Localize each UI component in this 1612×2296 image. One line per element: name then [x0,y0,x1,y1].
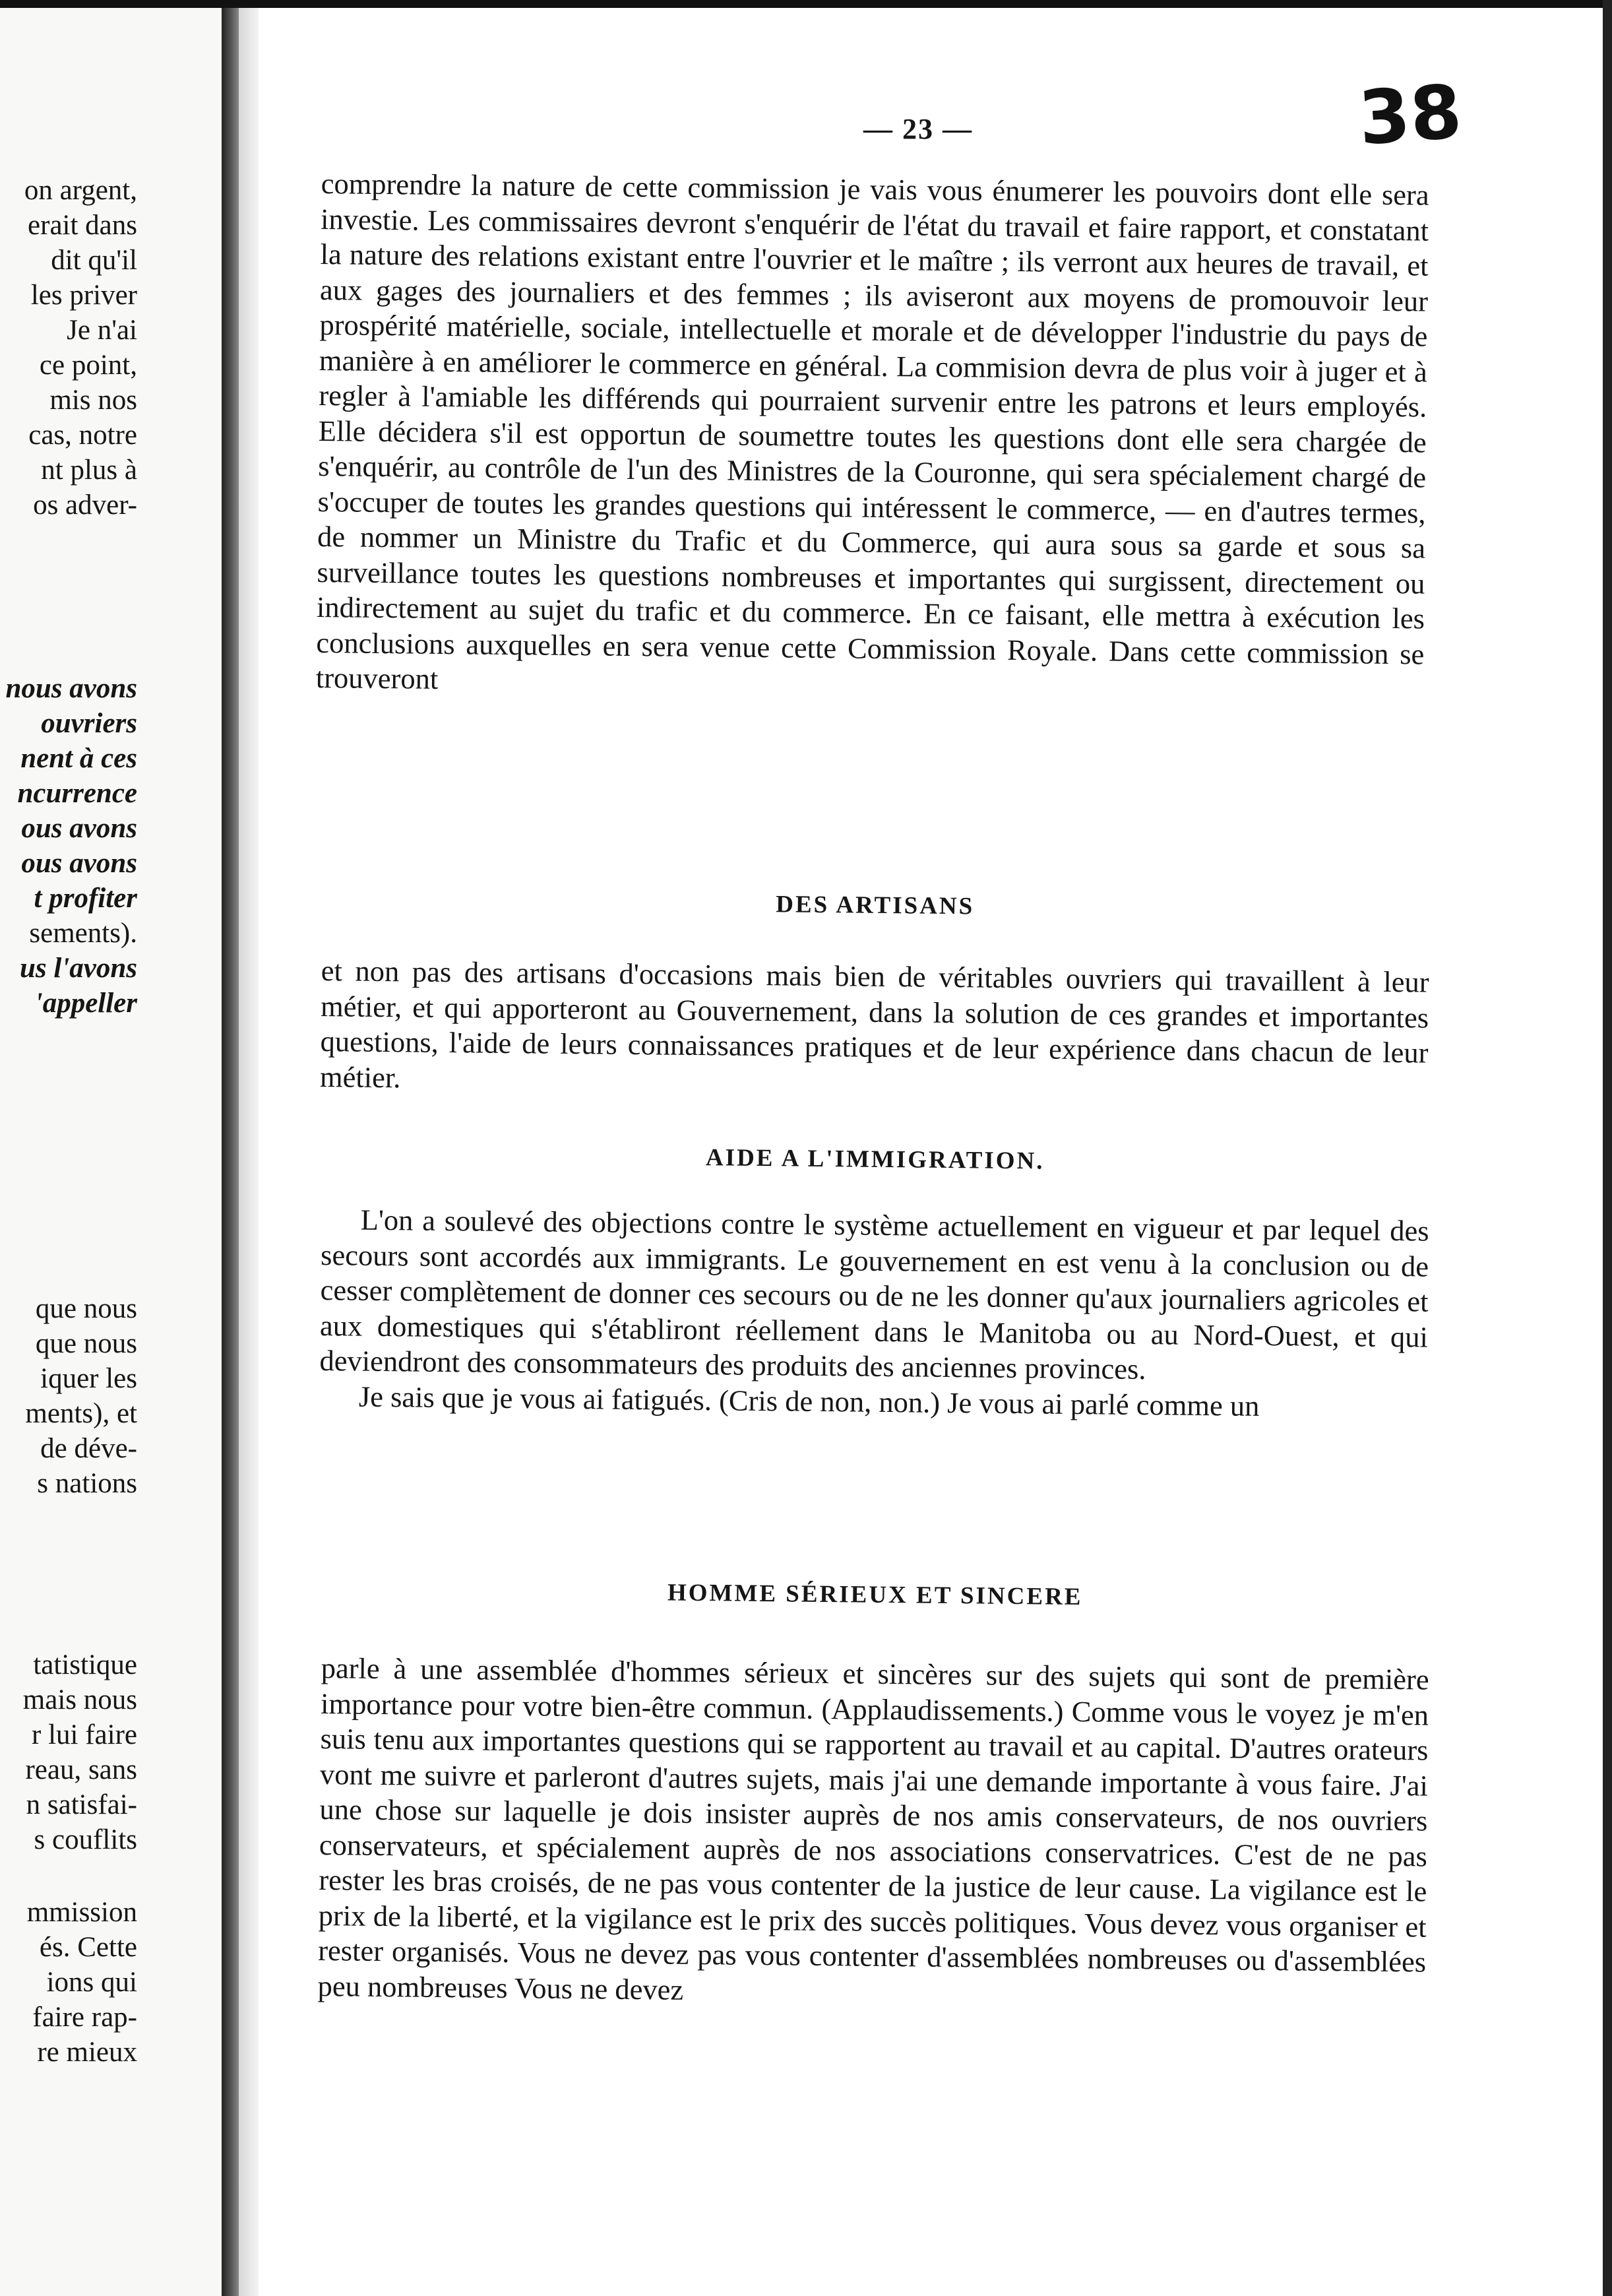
fragment-line: re mieux [37,2037,137,2068]
fragment-line: nt plus à [41,455,137,486]
fragment-line: on argent, [24,175,137,206]
fragment-line: dit qu'il [51,245,137,276]
handwritten-folio-number: 38 [1355,69,1465,162]
fragment-line: mmission [26,1897,137,1928]
fragment-line: les priver [30,280,137,311]
scan-right-border [1603,0,1612,2296]
fragment-line: n satisfai- [26,1789,137,1820]
fragment-line: Je n'ai [67,315,137,346]
paragraph-text: L'on a soulevé des objections contre le système actuellement en vigueur et par lequel des secours sont accordés aux immigrants. Le gouvernement en est venu à la conclusion ou de cesser complètement de donner ces secours ou de ne les donner qu'aux journaliers agricoles et aux domestiques qui s'établiront réellement dans le Manitoba ou au Nord-Ouest, et qui deviendront des consommateurs des produits des anciennes provinces. [319,1203,1429,1386]
fragment-line: 'appeller [34,988,137,1019]
fragment-line: ions qui [46,1967,137,1998]
fragment-line: t profiter [34,883,137,914]
fragment-line: faire rap- [32,2002,137,2033]
paragraph-commission-powers [316,166,1429,707]
fragment-block-3 [25,1291,137,1501]
fragment-line: sements). [29,918,137,949]
fragment-block-4 [23,1647,137,1857]
section-heading-homme-serieux: HOMME SÉRIEUX ET SINCERE [667,1579,1083,1611]
fragment-line: nous avons [5,673,137,704]
fragment-line: que nous [35,1328,137,1359]
page-gutter [239,8,259,2296]
fragment-line: que nous [35,1293,137,1324]
facing-page-fragment [0,8,222,2296]
paragraph-immigration [319,1202,1429,1426]
fragment-line: ous avons [21,848,137,879]
paragraph-text: et non pas des artisans d'occasions mais bien de véritables ouvriers qui travaillent à leur métier, et qui apporteront au Gouvernement, dans la solution de ces grandes et importantes questions, l'aide de leurs connaissances pratiques et de leur expérience dans chacun de leur métier. [319,954,1429,1094]
page-number: — 23 — [863,113,973,145]
fragment-line: r lui faire [32,1719,137,1750]
fragment-block-1 [24,173,137,523]
fragment-line: reau, sans [25,1754,137,1785]
fragment-line: tatistique [33,1649,137,1680]
fragment-line: s couflits [34,1824,137,1855]
fragment-line: s nations [37,1468,137,1499]
scan-top-border [0,0,1612,8]
fragment-line: nent à ces [20,743,137,774]
fragment-line: mis nos [49,385,137,416]
fragment-line: ous avons [21,813,137,844]
fragment-line: cas, notre [28,420,137,451]
paragraph-text: Je sais que je vous ai fatigués. (Cris de non, non.) Je vous ai parlé comme un [358,1380,1260,1422]
section-heading-artisans: DES ARTISANS [776,891,975,920]
fragment-line: ncurrence [17,778,137,809]
fragment-block-5 [27,1895,137,2070]
section-heading-immigration: AIDE A L'IMMIGRATION. [705,1144,1045,1175]
fragment-line: ce point, [39,350,137,381]
fragment-line: us l'avons [19,953,137,984]
fragment-line: ouvriers [41,708,137,739]
main-page [259,8,1603,2296]
fragment-line: mais nous [22,1684,137,1715]
book-spine-shadow [222,8,239,2296]
fragment-line: erait dans [28,210,137,241]
fragment-line: os adver- [33,490,137,521]
paragraph-text: comprendre la nature de cette commission je vais vous énumerer les pouvoirs dont elle sera investie. Les commissaires devront s'enquérir de l'état du travail et faire rapport, et constatant la nature des relations existant entre l'ouvrier et le maître ; ils verront aux heures de travail, et aux gages des journaliers et des femmes ; ils aviseront aux moyens de promouvoir leur prospérité matérielle, sociale, intellectuelle et morale et de développer l'industrie du pays de manière à en améliorer le commerce en général. La commision devra de plus voir à juger et à regler à l'amiable les différends qui pourraient survenir entre les patrons et leurs employés. Elle décidera s'il est opportun de soumettre toutes les questions dont elle sera chargée de s'enquérir, au contrôle de l'un des Ministres de la Couronne, qui sera spécialement chargé de s'occuper de toutes les grandes questions qui intéressent le commerce, — en d'autres termes, de nommer un Ministre du Trafic et du Commerce, qui aura sous sa garde et sous sa surveillance toutes les questions nombreuses et importantes qui surgissent, directement ou indirectement au sujet du trafic et du commerce. En ce faisant, elle mettra à exécution les conclusions auxquelles en sera venue cette Commission Royale. Dans cette commission se trouveront [315,166,1429,695]
fragment-line: de déve- [40,1433,137,1464]
paragraph-text: parle à une assemblée d'hommes sérieux et sincères sur des sujets qui sont de première importance pour votre bien-être commun. (Applaudissements.) Comme vous le voyez je m'en suis tenu aux importantes questions qui se rapportent au travail et au capital. D'autres orateurs vont me suivre et parleront d'autres sujets, mais j'ai une demande importante à vous faire. J'ai une chose sur laquelle je dois insister auprès de nos amis conservateurs, de nos ouvriers conservateurs, et spécialement auprès de nos associations conservatrices. C'est de ne pas rester les bras croisés, de ne pas vous contenter de la justice de leur cause. La vigilance est le prix de la liberté, et la vigilance est le prix des succès politiques. Vous devez vous organiser et rester organisés. Vous ne devez pas vous contenter d'assemblées nombreuses ou d'assemblées peu nombreuses Vous ne devez [317,1651,1429,2006]
paragraph-artisans [320,953,1429,1106]
fragment-line: és. Cette [39,1932,137,1963]
fragment-line: ments), et [25,1398,137,1429]
fragment-line: iquer les [40,1363,137,1394]
fragment-block-2 [5,671,137,1021]
paragraph-organisation [317,1651,1429,2016]
